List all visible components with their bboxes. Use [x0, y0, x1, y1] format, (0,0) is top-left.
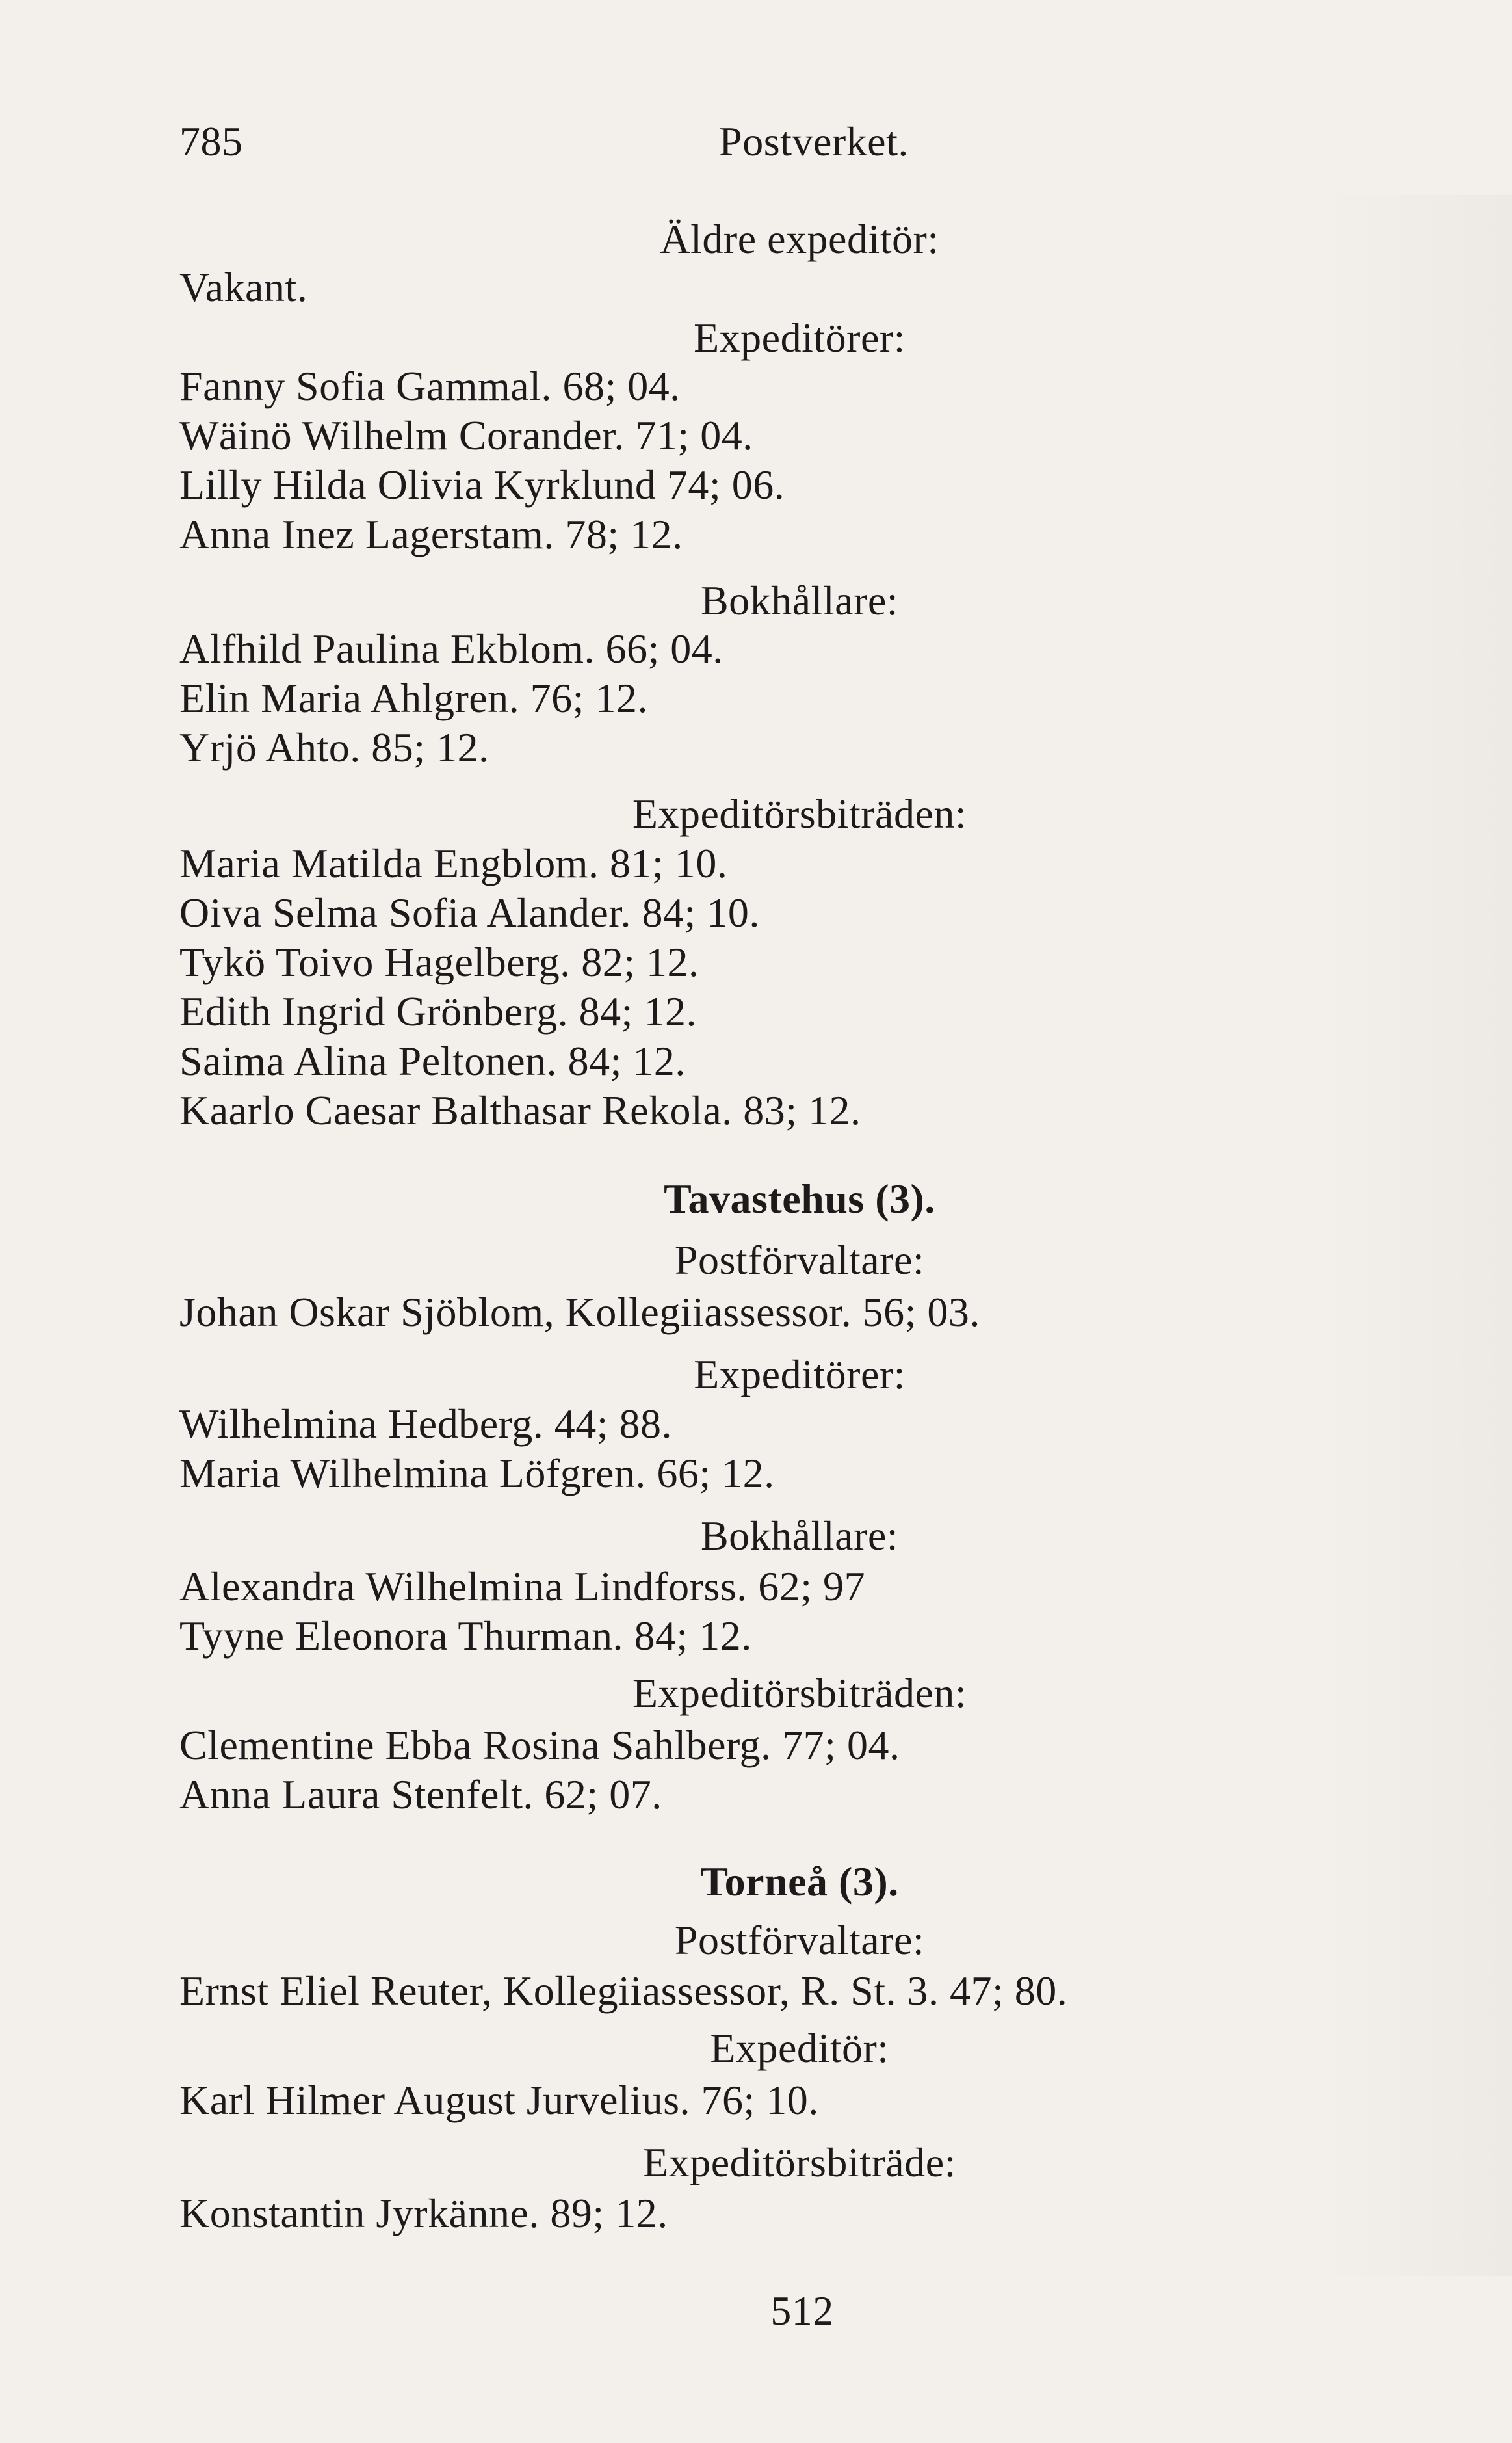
- entry-line: Konstantin Jyrkänne. 89; 12.: [179, 2190, 668, 2236]
- entry-line: Maria Wilhelmina Löfgren. 66; 12.: [179, 1450, 775, 1496]
- entry-line: Yrjö Ahto. 85; 12.: [179, 724, 489, 771]
- bleed-through-shadow: [1317, 195, 1512, 2276]
- signature-mark: 512: [770, 2288, 834, 2334]
- entry-line: Lilly Hilda Olivia Kyrklund 74; 06.: [179, 462, 785, 508]
- entry-line: Vakant.: [179, 264, 308, 310]
- section-heading: Äldre expeditör:: [660, 216, 939, 262]
- section-heading: Bokhållare:: [700, 577, 899, 624]
- entry-line: Anna Laura Stenfelt. 62; 07.: [179, 1771, 662, 1817]
- entry-line: Saima Alina Peltonen. 84; 12.: [179, 1038, 686, 1084]
- entry-line: Anna Inez Lagerstam. 78; 12.: [179, 511, 683, 557]
- office-heading: Torneå (3).: [700, 1858, 899, 1905]
- section-heading: Expeditörer:: [694, 1351, 906, 1397]
- entry-line: Fanny Sofia Gammal. 68; 04.: [179, 363, 681, 409]
- office-heading: Tavastehus (3).: [664, 1176, 935, 1222]
- entry-line: Tyyne Eleonora Thurman. 84; 12.: [179, 1613, 752, 1659]
- section-heading: Expeditörer:: [694, 315, 906, 361]
- entry-line: Wäinö Wilhelm Corander. 71; 04.: [179, 412, 753, 458]
- entry-line: Maria Matilda Engblom. 81; 10.: [179, 840, 728, 886]
- running-title: Postverket.: [719, 118, 909, 165]
- entry-line: Alexandra Wilhelmina Lindforss. 62; 97: [179, 1563, 866, 1609]
- section-heading: Bokhållare:: [700, 1512, 899, 1559]
- entry-line: Kaarlo Caesar Balthasar Rekola. 83; 12.: [179, 1087, 861, 1133]
- section-heading: Expeditör:: [710, 2025, 889, 2071]
- section-heading: Expeditörsbiträde:: [643, 2139, 956, 2185]
- entry-line: Ernst Eliel Reuter, Kollegiiassessor, R. St. 3. 47; 80.: [179, 1968, 1068, 2014]
- entry-line: Johan Oskar Sjöblom, Kollegiiassessor. 56; 03.: [179, 1289, 980, 1335]
- entry-line: Karl Hilmer August Jurvelius. 76; 10.: [179, 2077, 819, 2123]
- entry-line: Elin Maria Ahlgren. 76; 12.: [179, 675, 648, 721]
- section-heading: Expeditörsbiträden:: [632, 1670, 967, 1716]
- section-heading: Postförvaltare:: [674, 1917, 925, 1963]
- section-heading: Postförvaltare:: [674, 1237, 925, 1283]
- section-heading: Expeditörsbiträden:: [632, 791, 967, 837]
- entry-line: Clementine Ebba Rosina Sahlberg. 77; 04.: [179, 1722, 900, 1768]
- entry-line: Tykö Toivo Hagelberg. 82; 12.: [179, 939, 699, 985]
- entry-line: Alfhild Paulina Ekblom. 66; 04.: [179, 626, 723, 672]
- entry-line: Wilhelmina Hedberg. 44; 88.: [179, 1401, 673, 1447]
- entry-line: Oiva Selma Sofia Alander. 84; 10.: [179, 890, 760, 936]
- entry-line: Edith Ingrid Grönberg. 84; 12.: [179, 988, 697, 1035]
- page-number: 785: [179, 118, 243, 165]
